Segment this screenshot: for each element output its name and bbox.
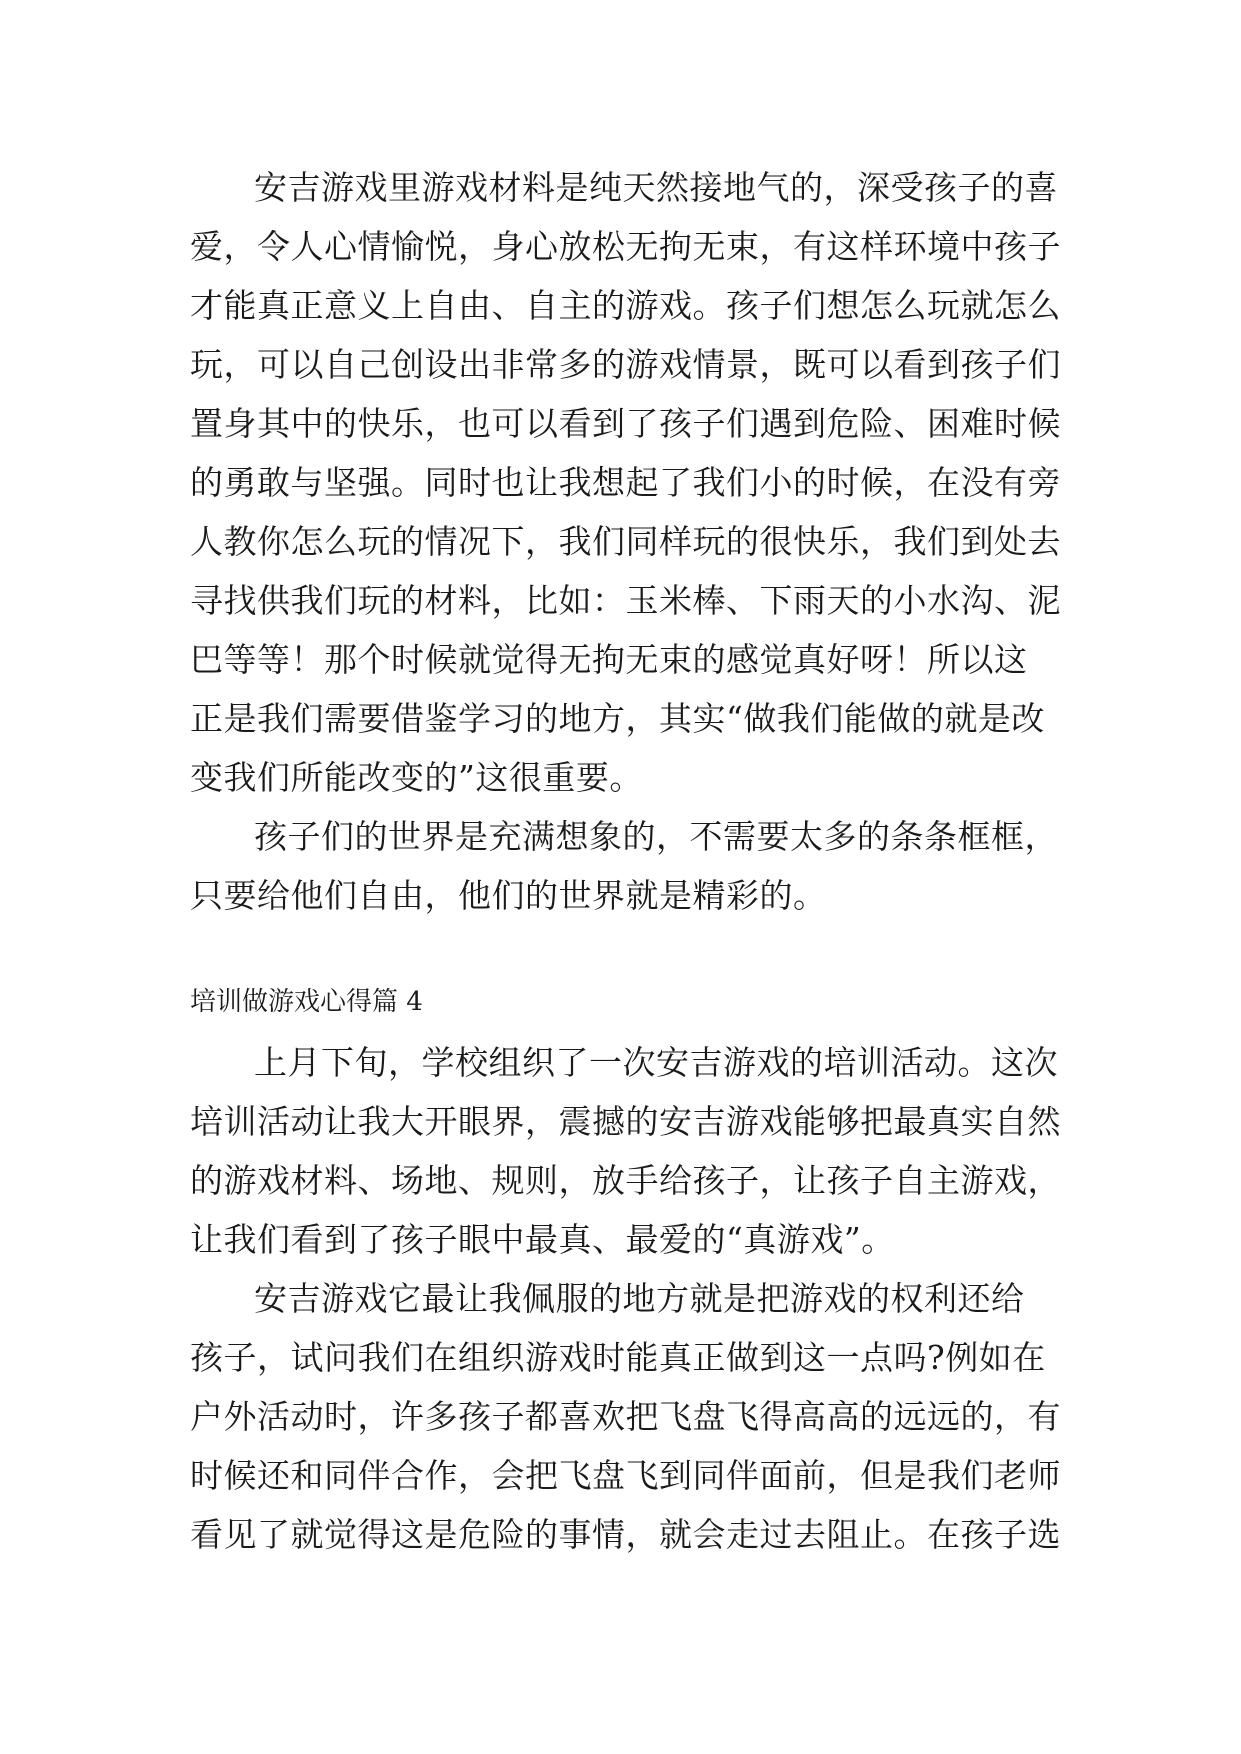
text-line: 的勇敢与坚强。同时也让我想起了我们小的时候，在没有旁	[190, 463, 1061, 502]
section-heading: 培训做游戏心得篇 4	[190, 987, 423, 1017]
text-line: 人教你怎么玩的情况下，我们同样玩的很快乐，我们到处去	[190, 522, 1061, 561]
text-line: 让我们看到了孩子眼中最真、最爱的“真游戏”。	[190, 1220, 895, 1259]
text-line: 培训活动让我大开眼界，震撼的安吉游戏能够把最真实自然	[190, 1102, 1061, 1141]
text-line: 玩，可以自己创设出非常多的游戏情景，既可以看到孩子们	[190, 345, 1061, 384]
text-line: 的游戏材料、场地、规则，放手给孩子，让孩子自主游戏，	[190, 1161, 1061, 1200]
text-line: 时候还和同伴合作，会把飞盘飞到同伴面前，但是我们老师	[190, 1456, 1061, 1495]
text-line: 正是我们需要借鉴学习的地方，其实“做我们能做的就是改	[190, 699, 1045, 738]
text-line: 户外活动时，许多孩子都喜欢把飞盘飞得高高的远远的，有	[190, 1397, 1061, 1436]
text-line: 孩子们的世界是充满想象的，不需要太多的条条框框，	[254, 817, 1058, 856]
text-line: 变我们所能改变的”这很重要。	[190, 758, 643, 797]
text-line: 爱，令人心情愉悦，身心放松无拘无束，有这样环境中孩子	[190, 227, 1061, 266]
text-line: 置身其中的快乐，也可以看到了孩子们遇到危险、困难时候	[190, 404, 1061, 443]
text-line: 看见了就觉得这是危险的事情，就会走过去阻止。在孩子选	[190, 1515, 1061, 1554]
text-line: 上月下旬，学校组织了一次安吉游戏的培训活动。这次	[254, 1043, 1058, 1082]
text-line: 才能真正意义上自由、自主的游戏。孩子们想怎么玩就怎么	[190, 286, 1061, 325]
text-line: 只要给他们自由，他们的世界就是精彩的。	[190, 876, 827, 915]
text-line: 安吉游戏它最让我佩服的地方就是把游戏的权利还给	[254, 1279, 1025, 1318]
text-line: 巴等等！那个时候就觉得无拘无束的感觉真好呀！所以这	[190, 640, 1028, 679]
text-line: 孩子，试问我们在组织游戏时能真正做到这一点吗?例如在	[190, 1338, 1046, 1377]
text-line: 寻找供我们玩的材料，比如：玉米棒、下雨天的小水沟、泥	[190, 581, 1061, 620]
text-line: 安吉游戏里游戏材料是纯天然接地气的，深受孩子的喜	[254, 168, 1058, 207]
